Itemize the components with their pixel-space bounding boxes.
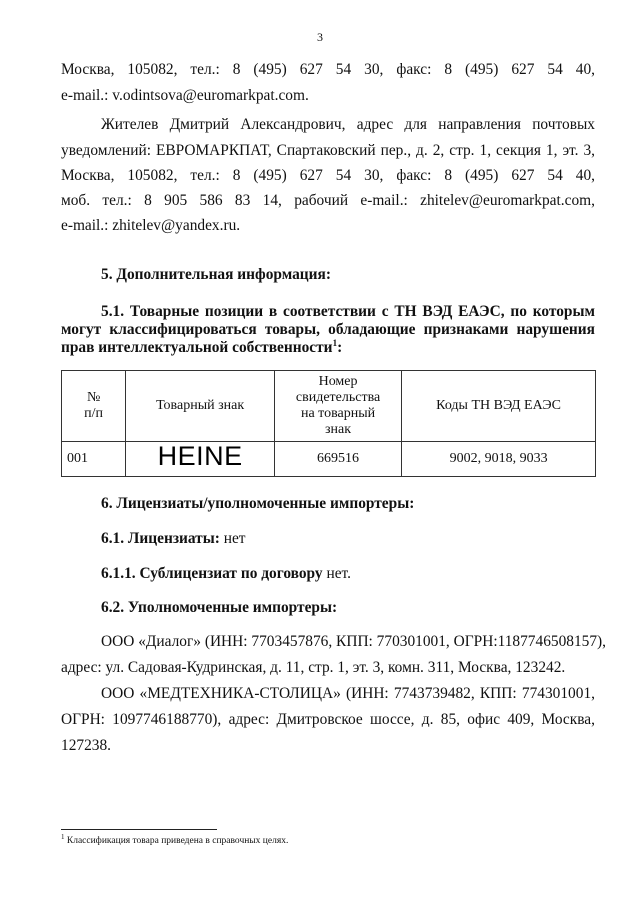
section-6-2-heading: 6.2. Уполномоченные импортеры:: [101, 599, 338, 616]
section-6-1-1-line: [101, 564, 595, 584]
importer-2-line-2: ОГРН: 1097746188770), адрес: Дмитровское шоссе, д. 85, офис 409, Москва,: [61, 711, 595, 728]
section-5-1-heading-colon: :: [337, 339, 343, 356]
contact-1-line-1: Москва, 105082, тел.: 8 (495) 627 54 30, факс: 8 (495) 627 54 40,: [61, 61, 595, 78]
footnote-divider: [61, 829, 217, 830]
section-5-1-heading-text: прав интеллектуальной собственности: [61, 339, 333, 356]
footnote: [61, 833, 289, 846]
trademark-logo-heine: HEINE: [157, 441, 243, 471]
header-certificate: [274, 371, 401, 442]
table-row: [62, 442, 596, 477]
importer-1-line-2: адрес: ул. Садовая-Кудринская, д. 11, стр. 1, эт. 3, комн. 311, Москва, 123242.: [61, 659, 566, 676]
footnote-marker: 1: [61, 833, 65, 841]
cell-certificate: 669516: [274, 442, 401, 477]
licensees-label: 6.1. Лицензиаты:: [101, 530, 220, 547]
trademark-table: [61, 370, 596, 477]
contact-2-line-2: уведомлений: ЕВРОМАРКПАТ, Спартаковский пер., д. 2, стр. 1, секция 1, эт. 3,: [61, 142, 595, 159]
header-certificate-line-2: свидетельства: [295, 390, 381, 405]
page-number: 3: [317, 30, 323, 44]
header-codes: Коды ТН ВЭД ЕАЭС: [402, 371, 596, 442]
header-number-line-1: №: [86, 390, 101, 405]
section-5-1-heading-line-3: [61, 338, 595, 358]
contact-2-line-4: моб. тел.: 8 905 586 83 14, рабочий e-mail.: zhitelev@euromarkpat.com,: [61, 192, 595, 209]
cell-number: 001: [62, 442, 126, 477]
header-number-line-2: п/п: [84, 406, 104, 421]
section-5-heading: 5. Дополнительная информация:: [101, 266, 331, 283]
sublicensee-value: нет.: [322, 565, 351, 582]
section-5-1-heading-line-1: 5.1. Товарные позиции в соответствии с ТН ВЭД ЕАЭС, по которым: [101, 303, 595, 320]
header-certificate-line-1: Номер: [318, 374, 358, 389]
header-certificate-line-4: знак: [325, 422, 352, 437]
cell-codes: 9002, 9018, 9033: [402, 442, 596, 477]
contact-2-line-5: e-mail.: zhitelev@yandex.ru.: [61, 217, 241, 234]
importer-2-line-3: 127238.: [61, 737, 112, 754]
footnote-text: Классификация товара приведена в справочных целях.: [64, 836, 289, 846]
cell-trademark: [126, 442, 275, 477]
table-header-row: [62, 371, 596, 442]
header-trademark: Товарный знак: [126, 371, 275, 442]
section-6-1-line: [101, 529, 595, 549]
contact-2-line-1: Жителев Дмитрий Александрович, адрес для направления почтовых: [101, 116, 595, 133]
contact-2-line-3: Москва, 105082, тел.: 8 (495) 627 54 30, факс: 8 (495) 627 54 40,: [61, 167, 595, 184]
header-certificate-line-3: на товарный: [300, 406, 376, 421]
header-number: [62, 371, 126, 442]
section-5-1-heading-line-2: могут классифицироваться товары, обладающие признаками нарушения: [61, 321, 595, 338]
section-6-heading: 6. Лицензиаты/уполномоченные импортеры:: [101, 495, 415, 512]
importer-1-line-1: ООО «Диалог» (ИНН: 7703457876, КПП: 770301001, ОГРН:1187746508157),: [101, 633, 607, 650]
importer-2-line-1: ООО «МЕДТЕХНИКА-СТОЛИЦА» (ИНН: 7743739482, КПП: 774301001,: [101, 685, 595, 702]
contact-1-line-2: e-mail.: v.odintsova@euromarkpat.com.: [61, 87, 309, 104]
sublicensee-label: 6.1.1. Сублицензиат по договору: [101, 565, 323, 582]
footnote-reference[interactable]: 1: [332, 338, 338, 348]
licensees-value: нет: [219, 530, 246, 547]
